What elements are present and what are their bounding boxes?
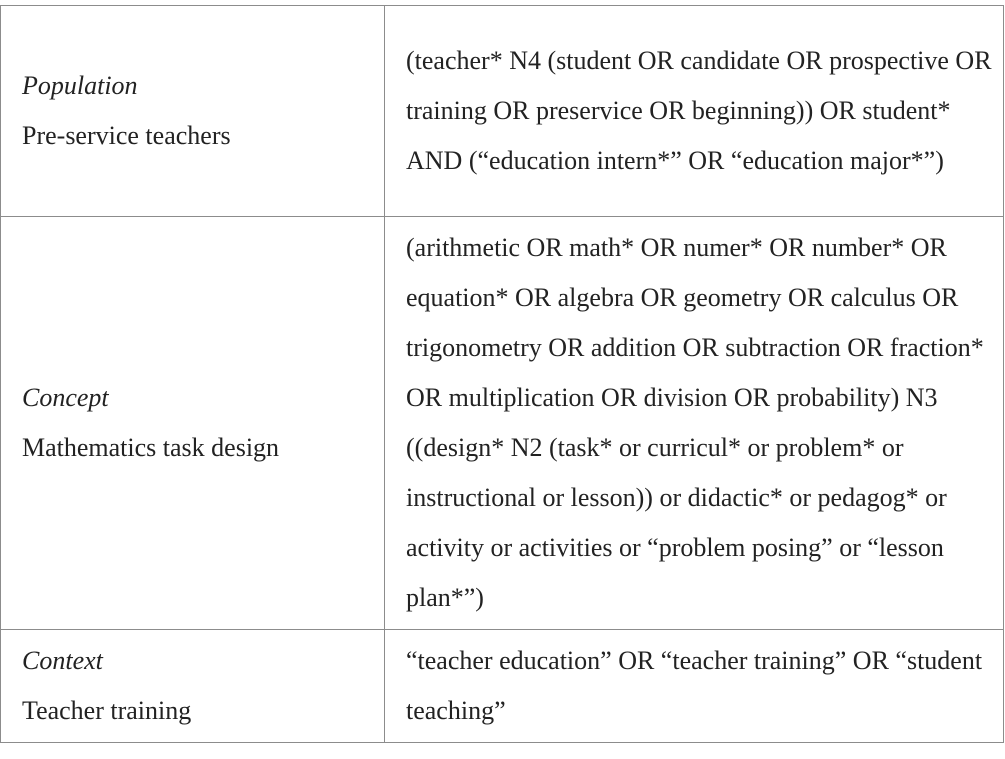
category-description: Mathematics task design — [22, 433, 280, 462]
table-row-concept — [1, 217, 1004, 630]
search-terms-cell — [385, 6, 1004, 217]
category-label: Concept — [22, 383, 109, 412]
category-label: Population — [22, 71, 138, 100]
search-terms-cell — [385, 630, 1004, 743]
search-terms-text: “teacher education” OR “teacher training” OR “student teaching” — [406, 646, 983, 725]
search-strategy-table — [0, 5, 1004, 743]
row-label-cell — [1, 217, 385, 630]
row-label-cell — [1, 630, 385, 743]
table-row-context — [1, 630, 1004, 743]
category-label: Context — [22, 646, 103, 675]
search-terms-text: (arithmetic OR math* OR numer* OR number* OR equation* OR algebra OR geometry OR calculus OR trigonometry OR addition OR subtraction OR fraction* OR multiplication OR division OR probability) N3 ((design* N2 (task* or curricul* or problem* or instructional or lesson)) or didactic* or pedagog* or activity or activities or “problem posing” or “lesson plan*”) — [406, 233, 984, 612]
table-row-population — [1, 6, 1004, 217]
row-label-cell — [1, 6, 385, 217]
search-terms-cell — [385, 217, 1004, 630]
category-description: Pre-service teachers — [22, 121, 231, 150]
category-description: Teacher training — [22, 696, 192, 725]
search-terms-text: (teacher* N4 (student OR candidate OR prospective OR training OR preservice OR beginning)) OR student* AND (“education intern*” OR “education major*”) — [406, 46, 992, 175]
